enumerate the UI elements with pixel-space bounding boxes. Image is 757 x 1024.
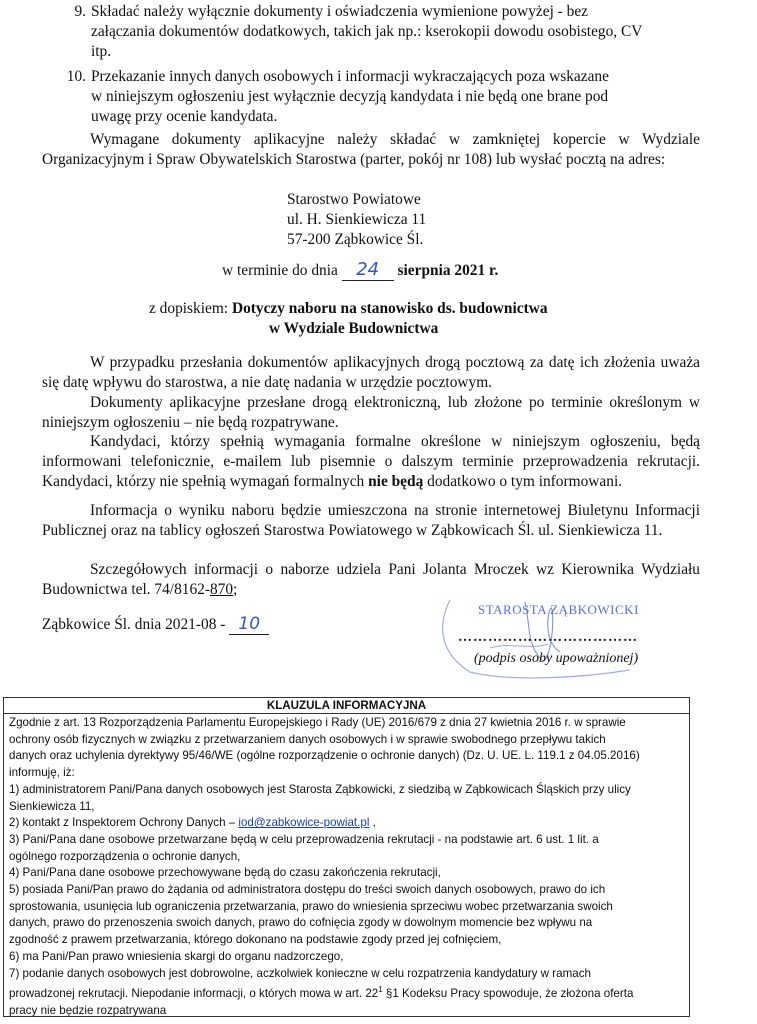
clause-line: 1) administratorem Pani/Pana danych osobowych jest Starosta Ząbkowicki, z siedzibą w Ząbkowicach Śląskich przy ulicy — [9, 782, 631, 796]
deadline-line — [222, 260, 498, 281]
clause-line: danych, prawo do przenoszenia swoich danych, prawo do cofnięcia zgody w dowolnym momencie bez wpływu na — [9, 916, 593, 930]
clause-line — [9, 815, 685, 832]
clause-line: ogólnego rozporządzenia o ochronie danych, — [9, 849, 241, 863]
clause-body — [4, 714, 689, 1020]
clause-line: 5) posiada Pani/Pan prawo do żądania od administratora dostępu do treści swoich danych osobowych, prawo do ich — [9, 883, 606, 897]
list-line: itp. — [91, 43, 112, 60]
date-prefix: Ząbkowice Śl. dnia 2021-08 - — [42, 616, 226, 633]
clause-line: sprostowania, usunięcia lub ograniczenia przetwarzania, prawo do wniesienia sprzeciwu wobec przetwarzania swoich — [9, 899, 613, 913]
list-text — [91, 2, 700, 62]
contact-suffix: ; — [233, 581, 238, 598]
contact-text: Szczegółowych informacji o naborze udziela Pani Jolanta Mroczek wz Kierownika Wydziału Budownictwa tel. 74/8162- — [42, 561, 700, 598]
address-line: 57-200 Ząbkowice Śl. — [287, 231, 424, 248]
clause-text: , — [369, 816, 376, 830]
list-line: Składać należy wyłącznie dokumenty i oświadczenia wymienione powyżej - bez — [91, 3, 589, 20]
clause-text: §1 Kodeksu Pracy spowoduje, że złożona oferta — [382, 987, 634, 1001]
deadline-day-handwritten: 24 — [342, 260, 394, 281]
submission-paragraph: Wymagane dokumenty aplikacyjne należy składać w zamkniętej kopercie w Wydziale Organizacyjnym i Spraw Obywatelskich Starostwa (parter, pokój nr 108) lub wysłać pocztą na adres: — [42, 131, 700, 168]
date-day-handwritten: 10 — [229, 614, 269, 635]
deadline-prefix: w terminie do dnia — [222, 262, 338, 279]
clause-line: informuję, iż: — [9, 766, 75, 780]
list-item-9 — [42, 2, 700, 62]
annotation-prefix: z dopiskiem: — [149, 300, 229, 317]
annotation-title: Dotyczy naboru na stanowisko ds. budownictwa — [231, 300, 548, 317]
postal-paragraph: W przypadku przesłania dokumentów aplikacyjnych drogą pocztową za datę ich złożenia uważa się datę wpływu do starostwa, a nie datę nadania w urzędzie pocztowym. — [42, 354, 700, 391]
stamp-text: STAROSTA ZĄBKOWICKI — [478, 602, 639, 617]
list-text — [91, 67, 700, 127]
address-line: ul. H. Sienkiewicza 11 — [287, 211, 427, 228]
clause-title: KLAUZULA INFORMACYJNA — [4, 698, 689, 714]
clause-line — [9, 982, 685, 1003]
signature-dots: ……………………………… — [458, 630, 638, 645]
official-stamp — [430, 590, 670, 680]
annotation-department: w Wydziale Budownictwa — [269, 320, 439, 337]
signature-caption: (podpis osoby upoważnionej) — [474, 651, 639, 666]
clause-line: ochrony osób fizycznych w związku z przetwarzaniem danych osobowych i w sprawie swobodnego przepływu takich — [9, 732, 606, 746]
clause-line: Sienkiewicza 11, — [9, 799, 95, 813]
annotation-block — [149, 299, 709, 339]
clause-superscript: 1 — [378, 985, 383, 995]
clause-text: 2) kontakt z Inspektorem Ochrony Danych – — [9, 816, 239, 830]
address-line: Starostwo Powiatowe — [287, 191, 421, 208]
candidates-text: Kandydaci, którzy spełnią wymagania formalne określone w niniejszym ogłoszeniu, będą informowani telefonicznie, e-mailem lub pisemnie o dalszym terminie przeprowadzenia rekrutacji. Kandydaci, którzy nie spełnią wymagań formalnych — [42, 433, 700, 490]
list-line: załączania dokumentów dodatkowych, takich jak np.: kserokopii dowodu osobistego, CV — [91, 23, 643, 40]
clause-line: 7) podanie danych osobowych jest dobrowolne, aczkolwiek konieczne w celu rozpatrzenia kandydatury w ramach — [9, 966, 591, 980]
clause-text: prowadzonej rekrutacji. Niepodanie informacji, o których mowa w art. 22 — [9, 987, 379, 1001]
list-line: w niniejszym ogłoszeniu jest wyłącznie decyzją kandydata i nie będą one brane pod — [91, 88, 609, 105]
date-line — [42, 614, 269, 635]
candidates-text-end: dodatkowo o tym informowani. — [427, 473, 623, 490]
electronic-paragraph: Dokumenty aplikacyjne przesłane drogą elektroniczną, lub złożone po terminie określonym w niniejszym ogłoszeniu – nie będą rozpatrywane. — [42, 394, 700, 431]
clause-line: 6) ma Pani/Pan prawo wniesienia skargi do organu nadzorczego, — [9, 949, 344, 963]
clause-line: Zgodnie z art. 13 Rozporządzenia Parlamentu Europejskiego i Rady (UE) 2016/679 z dnia 27 kwietnia 2016 r. w sprawie — [9, 716, 626, 729]
candidates-paragraph — [42, 432, 700, 492]
list-line: Przekazanie innych danych osobowych i informacji wykraczających poza wskazane — [91, 68, 609, 85]
clause-line: zgodność z prawem przetwarzania, którego dokonano na podstawie zgody przed jej cofnięciem, — [9, 933, 502, 947]
list-number: 9. — [74, 3, 86, 20]
result-paragraph: Informacja o wyniku naboru będzie umieszczona na stronie internetowej Biuletynu Informacji Publicznej oraz na tablicy ogłoszeń Starostwa Powiatowego w Ząbkowicach Śl. ul. Sienkiewicza 11. — [42, 502, 700, 539]
list-item-10 — [42, 67, 700, 127]
deadline-month-year: sierpnia 2021 r. — [397, 262, 499, 279]
address-block — [287, 190, 426, 250]
clause-line: 3) Pani/Pana dane osobowe przetwarzane będą w celu przeprowadzenia rekrutacji - na podstawie art. 6 ust. 1 lit. a — [9, 832, 599, 846]
candidates-bold-text: nie będą — [368, 473, 424, 490]
clause-line: pracy nie będzie rozpatrywana — [9, 1003, 167, 1017]
dpo-email-link[interactable]: iod@zabkowice-powiat.pl — [238, 816, 370, 830]
clause-line: 4) Pani/Pana dane osobowe przechowywane będą do czasu zakończenia rekrutacji, — [9, 866, 441, 880]
clause-line: danych oraz uchylenia dyrektywy 95/46/WE (ogólne rozporządzenie o ochronie danych) (Dz. U. UE. L. 119.1 z 04.05.2016) — [9, 749, 640, 763]
contact-extension: 870 — [210, 581, 234, 598]
list-number: 10. — [66, 68, 86, 85]
list-line: uwagę przy ocenie kandydata. — [91, 108, 278, 125]
information-clause-box — [3, 697, 690, 1017]
